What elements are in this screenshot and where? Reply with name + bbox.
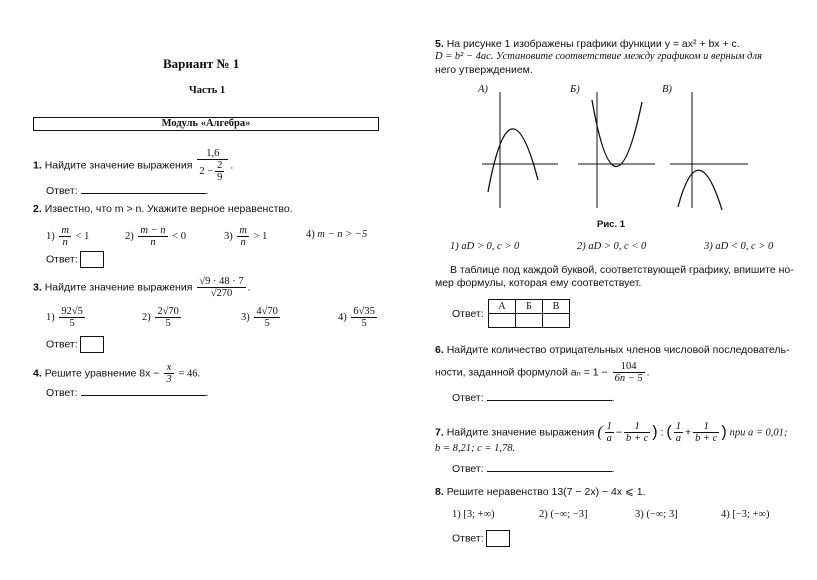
q8-option-3: 3) (−∞; 3] [635, 509, 678, 520]
q5-line-2: D = b² − 4ac. Установите соответствие между графиком и верным для [435, 51, 762, 62]
q5-option-2: 2) aD > 0, c < 0 [577, 241, 647, 252]
q8-answer-box[interactable] [486, 530, 510, 547]
question-2: 2. Известно, что m > n. Укажите верное неравенство. [33, 203, 293, 215]
question-7: 7. Найдите значение выражения ( $\frac{1}{a}$ − $\frac{1}{b + c}$ ) : ( $\frac{1}{a}$ + $\frac{1}{b + c}$ ) при a = 0,01; [435, 421, 788, 445]
q3-answer: Ответ: [46, 336, 104, 353]
q8-option-1: 1) [3; +∞) [452, 509, 495, 520]
q3-fraction: $\frac{√9 \cdot 48 \cdot 7}{√270}$ [199, 276, 244, 300]
q6-line-2: ности, заданной формулой aₙ = 1 − $\frac{104}{6n - 5}$ . [435, 361, 650, 385]
q8-option-4: 4) [−3; +∞) [721, 509, 770, 520]
q8-answer: Ответ: [452, 530, 510, 547]
q3-option-2: 2) $\frac{2√70}{5}$ [142, 306, 179, 330]
q2-answer-box[interactable] [80, 251, 104, 268]
graph-b-label: Б) [570, 84, 580, 95]
q7-answer: Ответ: . [452, 463, 615, 475]
q4-answer-line[interactable] [81, 395, 206, 396]
col-b-header: Б [516, 300, 543, 314]
q2-option-4: 4) m − n > −5 [306, 229, 368, 240]
q3-answer-box[interactable] [80, 336, 104, 353]
cell-b[interactable] [516, 314, 543, 328]
q2-option-3: 3) $\frac{m}{n}$ > 1 [224, 225, 268, 249]
graph-c-label: В) [662, 84, 672, 95]
module-title: Модуль «Алгебра» [161, 118, 251, 129]
cell-c[interactable] [543, 314, 570, 328]
q2-option-1: 1) $\frac{m}{n}$ < 1 [46, 225, 90, 249]
figure-caption: Рис. 1 [597, 219, 626, 230]
q3-option-1: 1) $\frac{92√5}{5}$ [46, 306, 83, 330]
q1-fraction [197, 148, 228, 183]
q2-answer: Ответ: [46, 251, 104, 268]
cell-a[interactable] [489, 314, 516, 328]
question-5: 5. На рисунке 1 изображены графики функции y = ax² + bx + c. [435, 38, 740, 50]
q5-instruction-1: В таблице под каждой буквой, соответствующей графику, впишите но- [450, 264, 794, 276]
q8-option-2: 2) (−∞; −3] [539, 509, 588, 520]
q5-graphs [470, 82, 770, 217]
q3-option-3: 3) $\frac{4√70}{5}$ [241, 306, 278, 330]
question-8: 8. Решите неравенство 13(7 − 2x) − 4x ⩽ 1. [435, 486, 646, 498]
q5-option-3: 3) aD < 0, c > 0 [704, 241, 774, 252]
question-1: 1. Найдите значение выражения 1,6 2 − $\frac{2}{9}$ . [33, 148, 234, 184]
module-box [33, 117, 379, 131]
question-3: 3. Найдите значение выражения $\frac{√9 \cdot 48 \cdot 7}{√270}$ . [33, 276, 251, 300]
q1-num: 1,6 [197, 148, 228, 160]
q2-option-2: 2) $\frac{m - n}{n}$ < 0 [125, 225, 186, 249]
q3-option-4: 4) $\frac{6√35}{5}$ [338, 306, 375, 330]
part-title: Часть 1 [189, 85, 226, 96]
q1-den: 2 − $\frac{2}{9}$ [199, 160, 223, 184]
q1-answer: Ответ: . [46, 185, 209, 197]
graph-a-label: А) [478, 84, 488, 95]
q5-option-1: 1) aD > 0, c > 0 [450, 241, 520, 252]
q5-answer-label: Ответ: [452, 308, 484, 320]
q6-answer: Ответ: . [452, 392, 615, 404]
q5-instruction-2: мер формулы, которая ему соответствует. [435, 277, 642, 289]
q1-text: Найдите значение выражения [44, 159, 193, 172]
q4-answer: Ответ: . [46, 387, 209, 399]
col-c-header: В [543, 300, 570, 314]
q7-line-2: b = 8,21; c = 1,78. [435, 443, 516, 454]
q6-answer-line[interactable] [487, 400, 612, 401]
question-4: 4. Решите уравнение 8x − $\frac{x}{3}$ = 46. [33, 362, 201, 386]
page-title: Вариант № 1 [163, 56, 240, 71]
col-a-header: А [489, 300, 516, 314]
question-6: 6. Найдите количество отрицательных членов числовой последователь- [435, 344, 790, 356]
q5-line-3: него утверждением. [435, 64, 533, 76]
q7-answer-line[interactable] [487, 471, 612, 472]
q1-answer-line[interactable] [81, 193, 206, 194]
q5-answer-table [488, 299, 570, 328]
q1-number: 1. [33, 159, 42, 172]
q2-text: Известно, что m > n. Укажите верное неравенство. [44, 203, 293, 215]
